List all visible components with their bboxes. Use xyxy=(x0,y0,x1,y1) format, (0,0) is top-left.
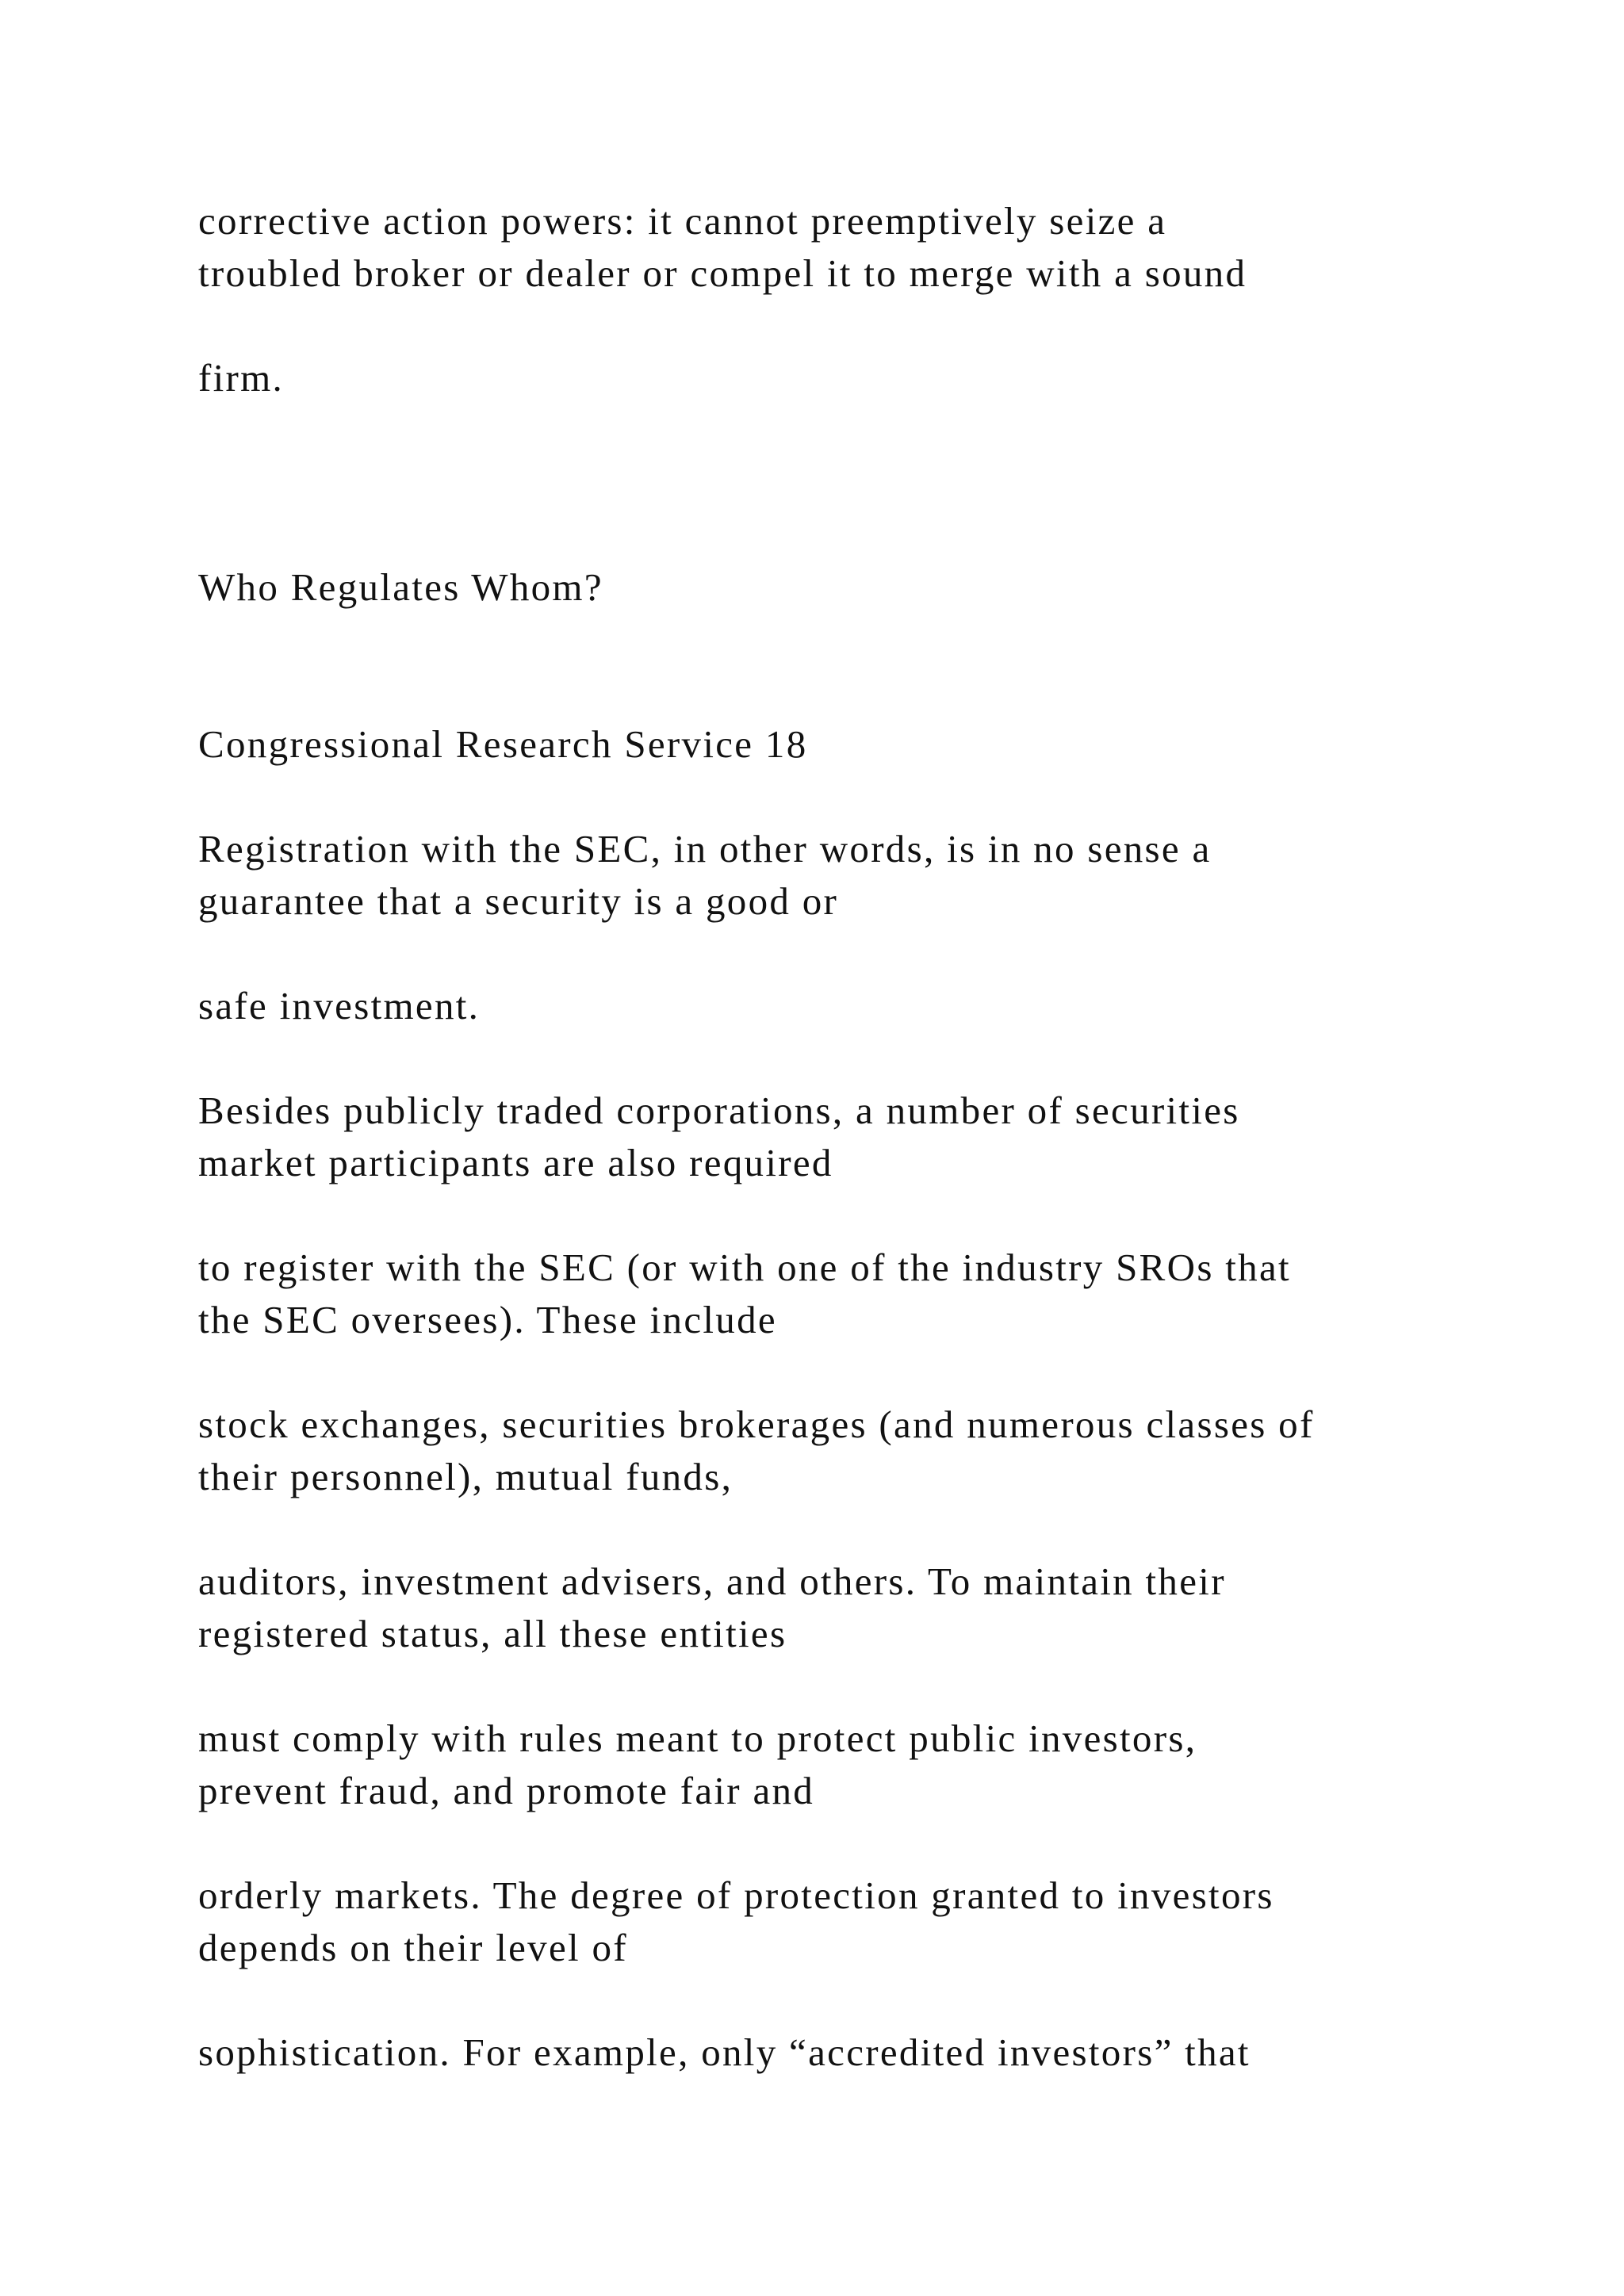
text-line-16: registered status, all these entities xyxy=(198,1612,787,1655)
text-line-1: corrective action powers: it cannot preemptively seize a xyxy=(198,199,1167,243)
running-footer: Congressional Research Service 18 xyxy=(198,722,808,766)
text-line-15: auditors, investment advisers, and others. To maintain their xyxy=(198,1559,1226,1603)
text-line-18: prevent fraud, and promote fair and xyxy=(198,1769,815,1812)
text-line-20: depends on their level of xyxy=(198,1926,628,1969)
text-line-13: stock exchanges, securities brokerages (and numerous classes of xyxy=(198,1402,1315,1446)
text-line-9: Besides publicly traded corporations, a number of securities xyxy=(198,1089,1240,1132)
text-line-10: market participants are also required xyxy=(198,1141,833,1184)
text-line-2: troubled broker or dealer or compel it to merge with a sound xyxy=(198,251,1247,295)
text-line-6: Registration with the SEC, in other words, is in no sense a xyxy=(198,827,1212,871)
text-line-17: must comply with rules meant to protect public investors, xyxy=(198,1716,1197,1760)
text-line-7: guarantee that a security is a good or xyxy=(198,879,839,923)
text-line-12: the SEC oversees). These include xyxy=(198,1298,777,1341)
text-line-11: to register with the SEC (or with one of the industry SROs that xyxy=(198,1246,1291,1289)
text-line-3: firm. xyxy=(198,356,285,400)
text-line-14: their personnel), mutual funds, xyxy=(198,1455,733,1498)
section-heading: Who Regulates Whom? xyxy=(198,565,603,609)
text-line-19: orderly markets. The degree of protection granted to investors xyxy=(198,1873,1274,1917)
text-line-8: safe investment. xyxy=(198,984,481,1027)
text-line-21: sophistication. For example, only “accredited investors” that xyxy=(198,2030,1251,2074)
